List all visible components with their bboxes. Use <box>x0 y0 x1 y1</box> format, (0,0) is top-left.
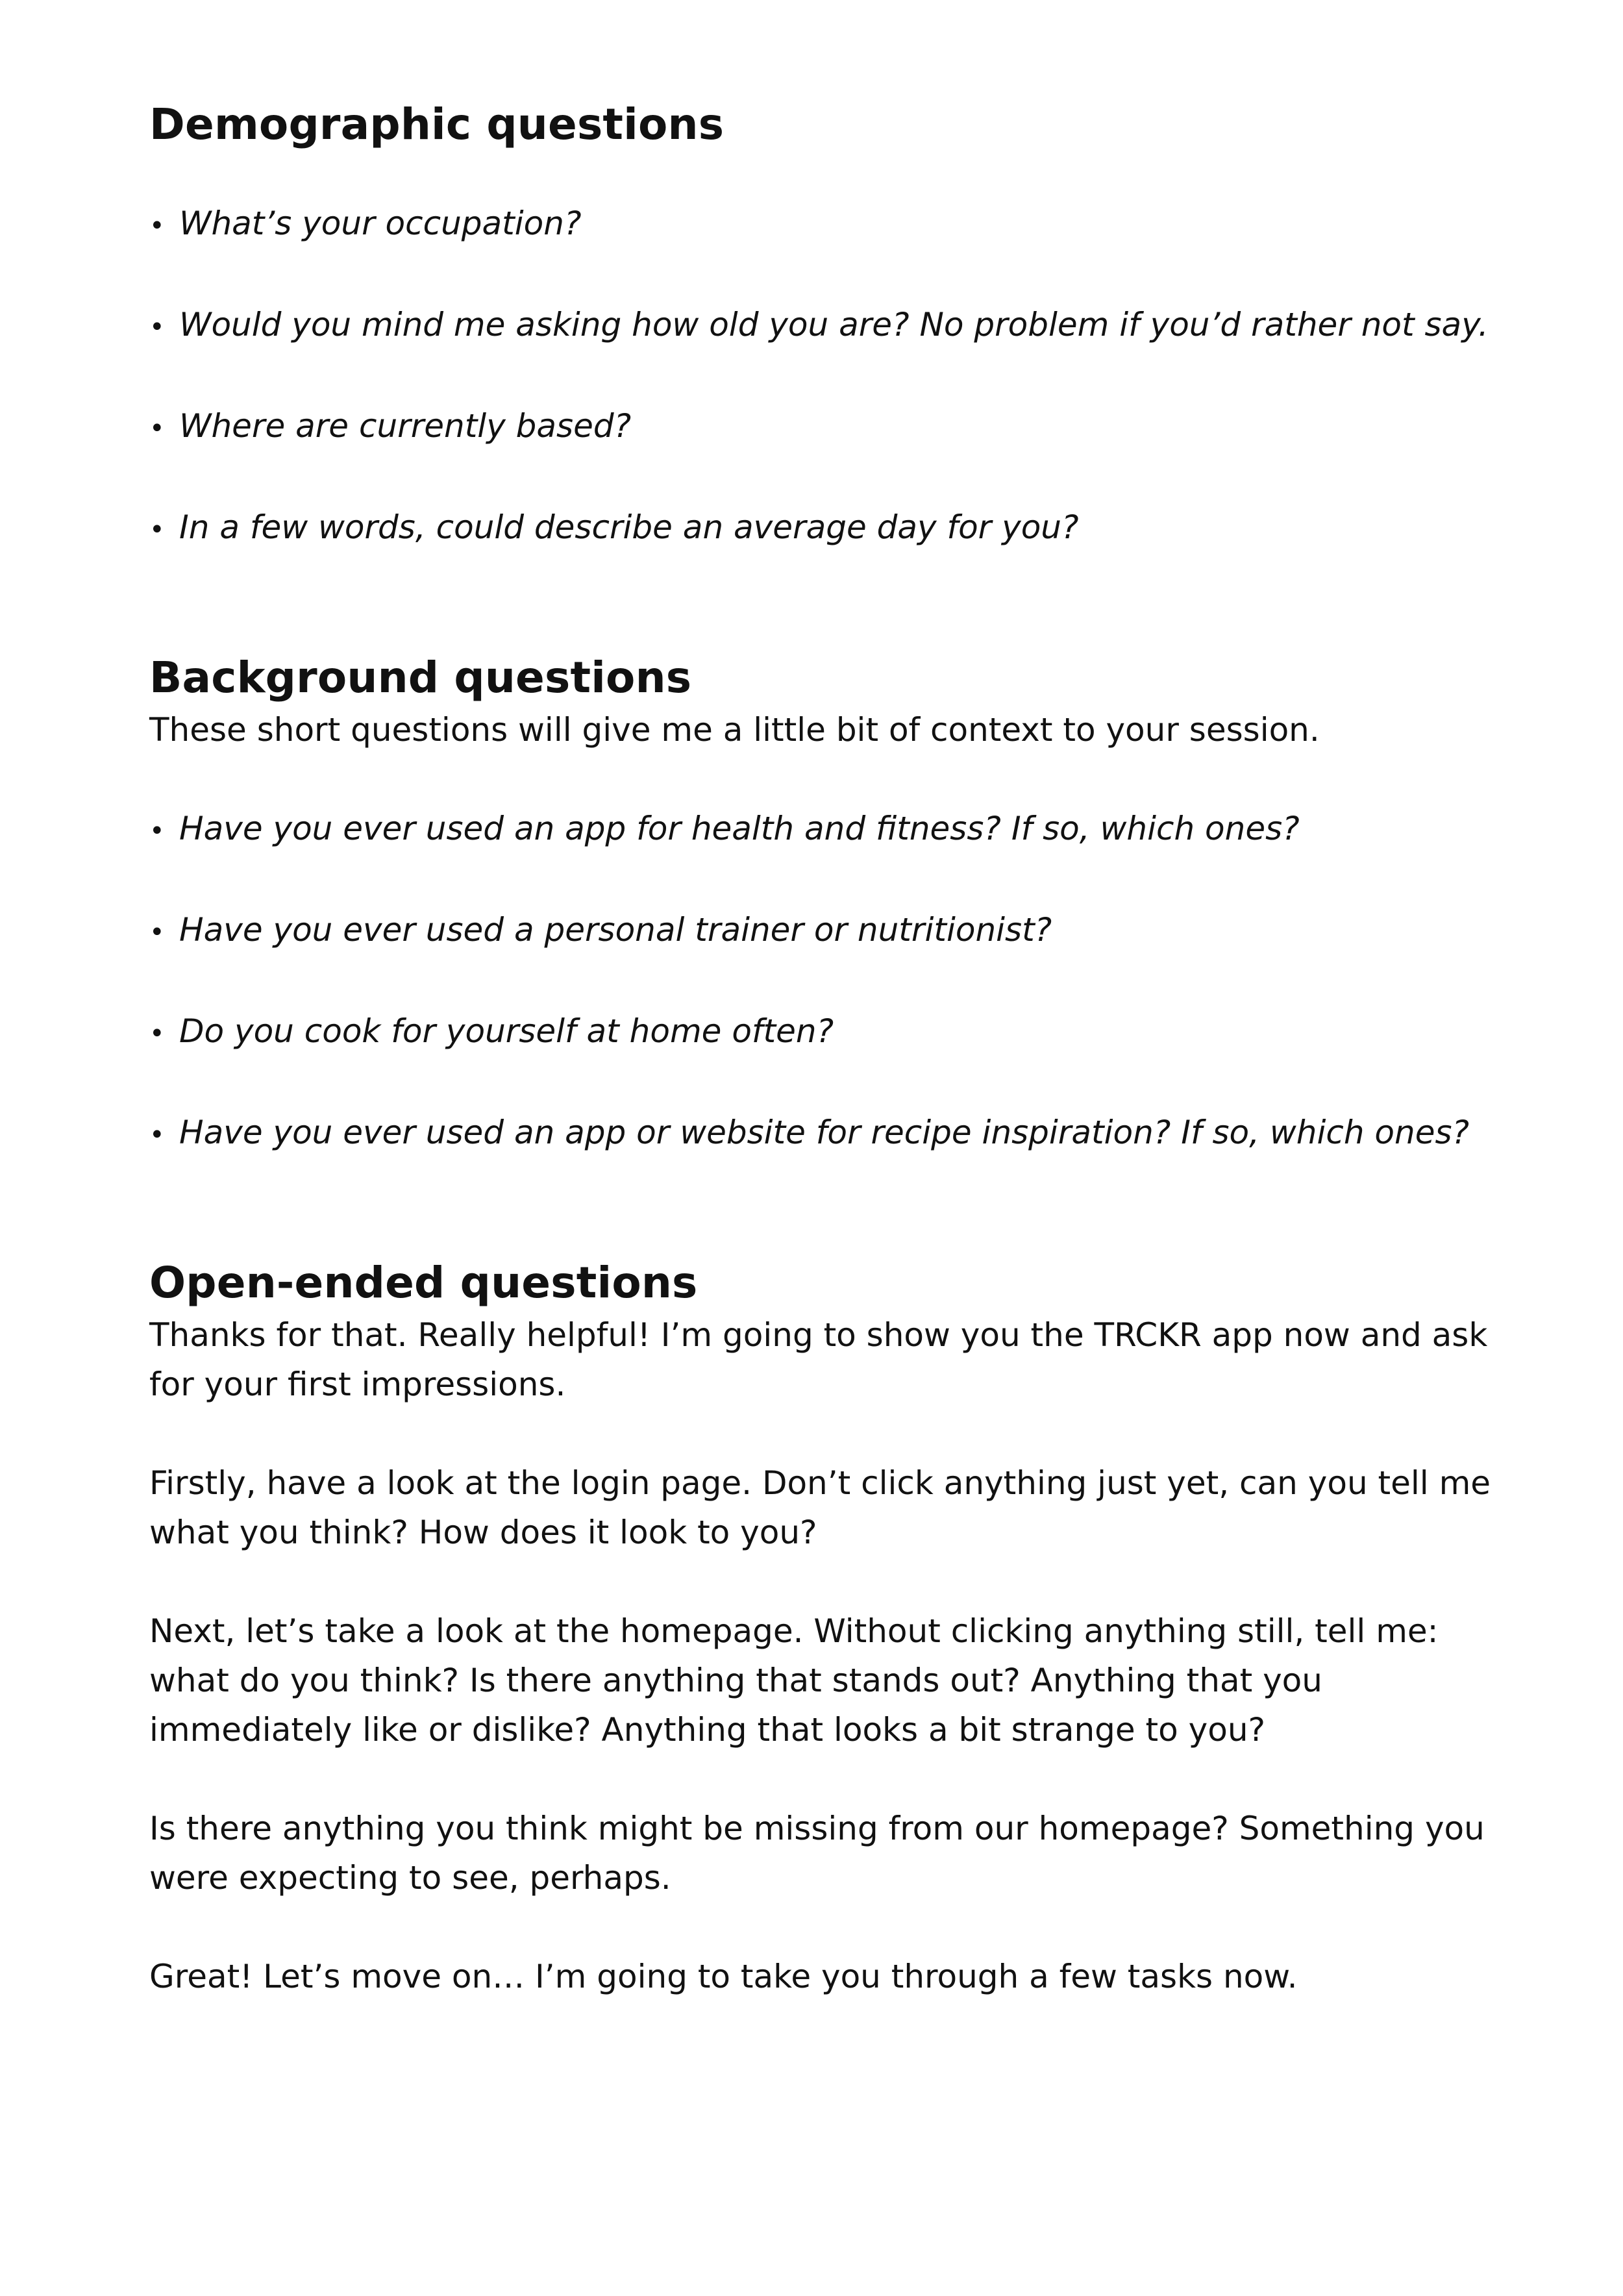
question-text: In a few words, could describe an average day for you? <box>179 508 1079 546</box>
list-item <box>149 503 1500 555</box>
list-item <box>149 300 1500 352</box>
question-text: Have you ever used a personal trainer or nutritionist? <box>179 911 1052 949</box>
open-ended-paragraph: Thanks for that. Really helpful! I’m going to show you the TRCKR app now and ask for your first impressions. <box>149 1316 1488 1403</box>
list-item <box>149 804 1500 856</box>
question-text: What’s your occupation? <box>179 205 582 242</box>
bullet-icon: • <box>149 816 165 846</box>
background-heading: Background questions <box>149 653 692 703</box>
bullet-icon: • <box>149 1120 165 1150</box>
question-text: Do you cook for yourself at home often? <box>179 1012 834 1050</box>
background-question-list <box>149 804 1500 1160</box>
list-item <box>149 1006 1500 1058</box>
demographic-question-list <box>149 199 1500 555</box>
background-intro: These short questions will give me a little bit of context to your session. <box>149 711 1320 749</box>
demographic-heading: Demographic questions <box>149 99 725 149</box>
bullet-icon: • <box>149 414 165 443</box>
bullet-icon: • <box>149 1019 165 1049</box>
question-text: Have you ever used an app or website for recipe inspiration? If so, which ones? <box>179 1114 1470 1151</box>
open-ended-heading: Open-ended questions <box>149 1258 698 1308</box>
open-ended-section <box>149 1256 1500 2001</box>
background-section <box>149 651 1500 1160</box>
bullet-icon: • <box>149 515 165 545</box>
question-text: Where are currently based? <box>179 407 632 445</box>
open-ended-paragraph: Next, let’s take a look at the homepage. Without clicking anything still, tell me: what do you think? Is there anything that stands out? Anything that you immediately like or dislike? Anything that looks a bit strange to you? <box>149 1612 1439 1749</box>
bullet-icon: • <box>149 312 165 342</box>
document-page <box>149 97 1500 2001</box>
list-item <box>149 905 1500 957</box>
open-ended-paragraph: Great! Let’s move on… I’m going to take you through a few tasks now. <box>149 1958 1298 1995</box>
demographic-section <box>149 97 1500 555</box>
open-ended-paragraph: Firstly, have a look at the login page. Don’t click anything just yet, can you tell me what you think? How does it look to you? <box>149 1464 1491 1551</box>
bullet-icon: • <box>149 917 165 947</box>
list-item <box>149 401 1500 453</box>
open-ended-paragraph: Is there anything you think might be missing from our homepage? Something you were expecting to see, perhaps. <box>149 1810 1485 1897</box>
question-text: Have you ever used an app for health and fitness? If so, which ones? <box>179 810 1300 847</box>
question-text: Would you mind me asking how old you are? No problem if you’d rather not say. <box>179 306 1489 343</box>
bullet-icon: • <box>149 211 165 241</box>
list-item <box>149 199 1500 251</box>
list-item <box>149 1108 1500 1160</box>
